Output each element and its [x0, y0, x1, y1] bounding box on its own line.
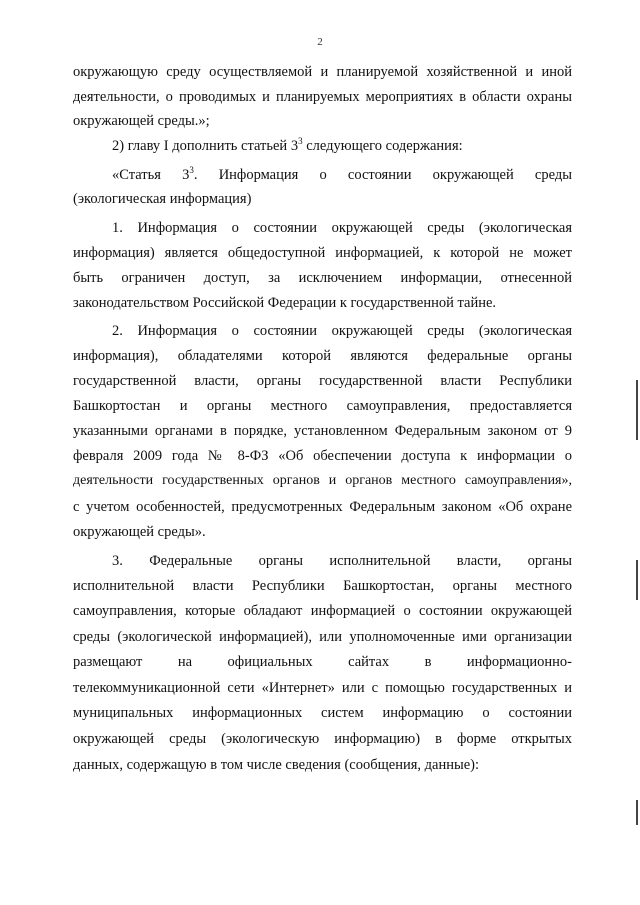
- text-line: размещают на официальных сайтах в информационно-: [73, 654, 572, 670]
- text-line: окружающей среды».: [73, 524, 206, 540]
- text-line: исполнительной власти Республики Башкортостан, органы местного: [73, 578, 572, 594]
- text-line: муниципальных информационных систем информацию о состоянии: [73, 705, 572, 721]
- text-line: телекоммуникационной сети «Интернет» или с помощью государственных и: [73, 680, 572, 696]
- text-line: [112, 136, 572, 156]
- text-line: информация), обладателями которой являются федеральные органы: [73, 348, 572, 364]
- text-line: деятельности, о проводимых и планируемых мероприятиях в области охраны: [73, 89, 572, 105]
- text-line: окружающую среду осуществляемой и планируемой хозяйственной и иной: [73, 64, 572, 80]
- text-span: следующего содержания:: [302, 138, 463, 154]
- text-line: быть ограничен доступ, за исключением информации, отнесенной: [73, 270, 572, 286]
- scan-edge-mark: [636, 380, 638, 440]
- text-line: окружающей среды.»;: [73, 113, 210, 129]
- superscript: 3: [298, 136, 303, 146]
- text-line: с учетом особенностей, предусмотренных Федеральным законом «Об охране: [73, 499, 572, 515]
- text-line: Башкортостан и органы местного самоуправления, предоставляется: [73, 398, 572, 414]
- scan-edge-mark: [636, 800, 638, 825]
- scan-edge-mark: [636, 560, 638, 600]
- text-line: указанными органами в порядке, установленном Федеральным законом от 9: [73, 423, 572, 439]
- text-line: законодательством Российской Федерации к государственной тайне.: [73, 295, 497, 311]
- text-line: 1. Информация о состоянии окружающей среды (экологическая: [112, 220, 572, 236]
- text-line: 3. Федеральные органы исполнительной власти, органы: [112, 553, 572, 569]
- text-line: среды (экологической информацией), или уполномоченные ими организации: [73, 629, 572, 645]
- text-span: «Статья 3: [112, 167, 190, 183]
- text-line: февраля 2009 года № 8-ФЗ «Об обеспечении доступа к информации о: [73, 448, 572, 464]
- text-line: данных, содержащую в том числе сведения (сообщения, данные):: [73, 757, 480, 773]
- text-line: информация) является общедоступной информацией, к которой не может: [73, 245, 572, 261]
- article-heading: [112, 165, 572, 185]
- text-line: государственной власти, органы государственной власти Республики: [73, 373, 572, 389]
- text-line: деятельности государственных органов и органов местного самоуправления»,: [73, 473, 572, 488]
- text-span: . Информация о состоянии окружающей среды: [193, 167, 572, 183]
- superscript: 3: [189, 165, 194, 175]
- page-number: 2: [317, 36, 323, 48]
- text-span: 2) главу I дополнить статьей 3: [112, 138, 299, 154]
- text-line: самоуправления, которые обладают информацией о состоянии окружающей: [73, 603, 572, 619]
- text-line: 2. Информация о состоянии окружающей среды (экологическая: [112, 323, 572, 339]
- article-heading-cont: (экологическая информация): [73, 191, 252, 207]
- text-line: окружающей среды (экологическую информацию) в форме открытых: [73, 731, 572, 747]
